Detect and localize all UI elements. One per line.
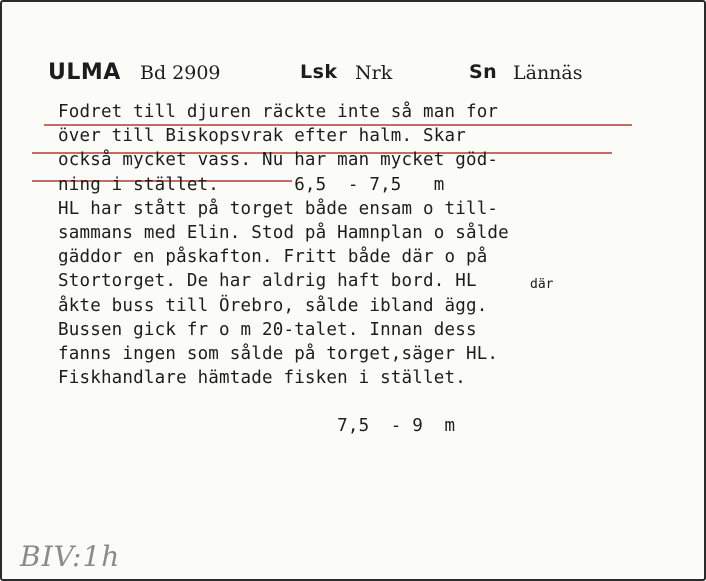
- socken-label: Sn: [469, 61, 498, 83]
- text-line: fanns ingen som sålde på torget,säger HL.: [58, 343, 499, 364]
- landskap-label: Lsk: [300, 61, 338, 83]
- archive-stamp: ULMA: [48, 60, 121, 85]
- text-line: sammans med Elin. Stod på Hamnplan o sålde: [58, 222, 509, 243]
- text-line: Fiskhandlare hämtade fisken i stället.: [58, 368, 466, 389]
- landskap-value: Nrk: [355, 62, 393, 84]
- text-line: över till Biskopsvrak efter halm. Skar: [58, 126, 466, 147]
- text-line: gäddor en påskafton. Fritt både där o på: [58, 247, 488, 268]
- text-line: Stortorget. De har aldrig haft bord. HL: [58, 271, 477, 292]
- text-line: HL har stått på torget både ensam o till-: [58, 198, 499, 219]
- text-line: 7,5 - 9 m: [58, 416, 456, 437]
- card-header: [48, 60, 684, 88]
- text-line: [58, 390, 658, 414]
- pencil-shelfmark: BIV:1h: [20, 540, 121, 573]
- text-line: åkte buss till Örebro, sålde ibland ägg.: [58, 295, 488, 316]
- text-line: också mycket vass. Nu har man mycket göd-: [58, 150, 499, 171]
- text-line: ning i stället. 6,5 - 7,5 m: [58, 174, 445, 195]
- text-line: Bussen gick fr o m 20-talet. Innan dess: [58, 319, 477, 340]
- socken-value: Lännäs: [513, 62, 583, 84]
- text-line: Fodret till djuren räckte inte så man for: [58, 102, 499, 122]
- handwritten-insertion: där: [530, 277, 554, 292]
- volume-number: Bd 2909: [140, 62, 221, 84]
- card-text: [58, 100, 658, 439]
